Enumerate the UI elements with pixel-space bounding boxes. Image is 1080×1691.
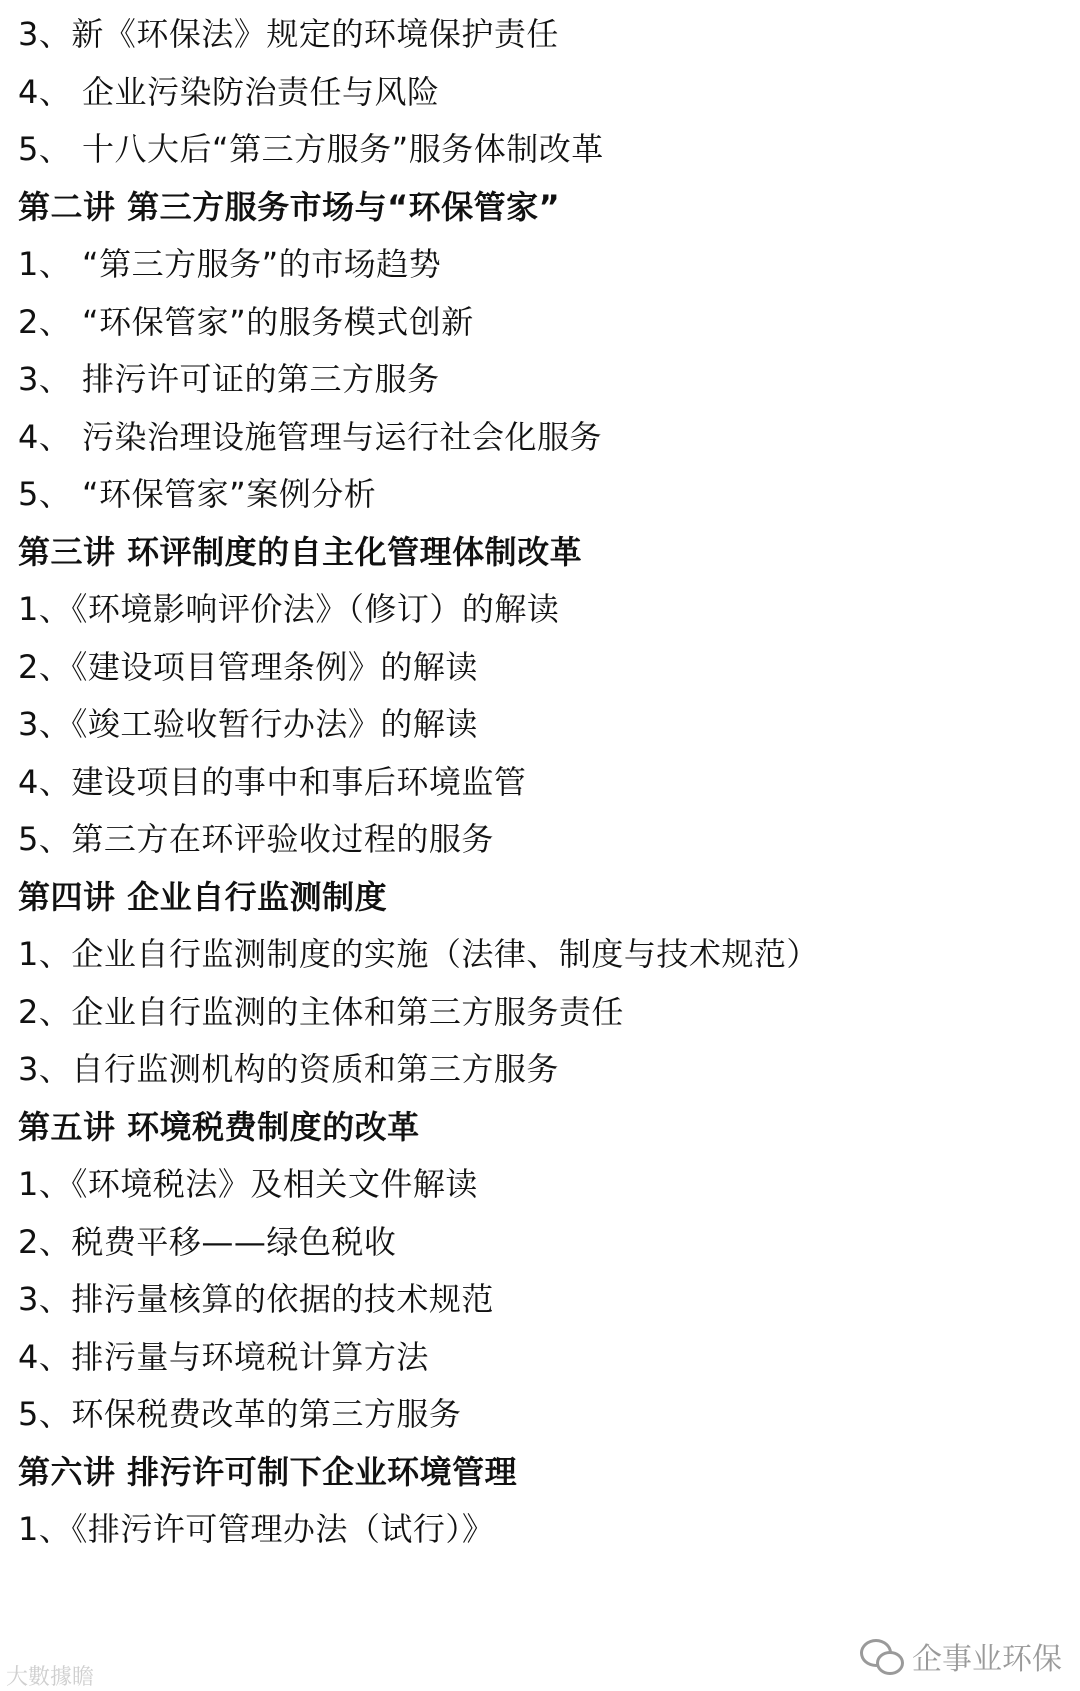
list-item: 4、排污量与环境税计算方法 <box>18 1338 429 1376</box>
list-item: 5、第三方在环评验收过程的服务 <box>18 820 494 858</box>
section-heading: 第四讲 企业自行监测制度 <box>18 878 388 916</box>
list-item: 5、 “环保管家”案例分析 <box>18 475 377 513</box>
list-item: 2、税费平移——绿色税收 <box>18 1223 397 1261</box>
list-item: 2、企业自行监测的主体和第三方服务责任 <box>18 993 624 1031</box>
section-heading: 第三讲 环评制度的自主化管理体制改革 <box>18 533 583 571</box>
section-heading: 第二讲 第三方服务市场与“环保管家” <box>18 188 561 226</box>
list-item: 2、《建设项目管理条例》的解读 <box>18 648 478 686</box>
list-item: 4、建设项目的事中和事后环境监管 <box>18 763 527 801</box>
wechat-icon <box>860 1639 904 1673</box>
watermark-account-name: 企事业环保 <box>912 1642 1062 1677</box>
watermark-left: 大數據瞻 <box>6 1665 95 1690</box>
section-heading: 第五讲 环境税费制度的改革 <box>18 1108 420 1146</box>
list-item: 5、 十八大后“第三方服务”服务体制改革 <box>18 130 604 168</box>
list-item: 3、自行监测机构的资质和第三方服务 <box>18 1050 559 1088</box>
list-item: 3、新《环保法》规定的环境保护责任 <box>18 15 559 53</box>
list-item: 5、环保税费改革的第三方服务 <box>18 1395 462 1433</box>
list-item: 4、 企业污染防治责任与风险 <box>18 73 440 111</box>
section-heading: 第六讲 排污许可制下企业环境管理 <box>18 1453 518 1491</box>
list-item: 1、《排污许可管理办法（试行）》 <box>18 1510 495 1548</box>
list-item: 3、《竣工验收暂行办法》的解读 <box>18 705 478 743</box>
list-item: 1、企业自行监测制度的实施（法律、制度与技术规范） <box>18 935 819 973</box>
list-item: 3、 排污许可证的第三方服务 <box>18 360 440 398</box>
list-item: 1、《环境税法》及相关文件解读 <box>18 1165 478 1203</box>
list-item: 2、 “环保管家”的服务模式创新 <box>18 303 474 341</box>
list-item: 1、《环境影响评价法》（修订）的解读 <box>18 590 560 628</box>
list-item: 3、排污量核算的依据的技术规范 <box>18 1280 494 1318</box>
list-item: 1、 “第三方服务”的市场趋势 <box>18 245 442 283</box>
watermark-right <box>860 1634 1062 1678</box>
list-item: 4、 污染治理设施管理与运行社会化服务 <box>18 418 603 456</box>
